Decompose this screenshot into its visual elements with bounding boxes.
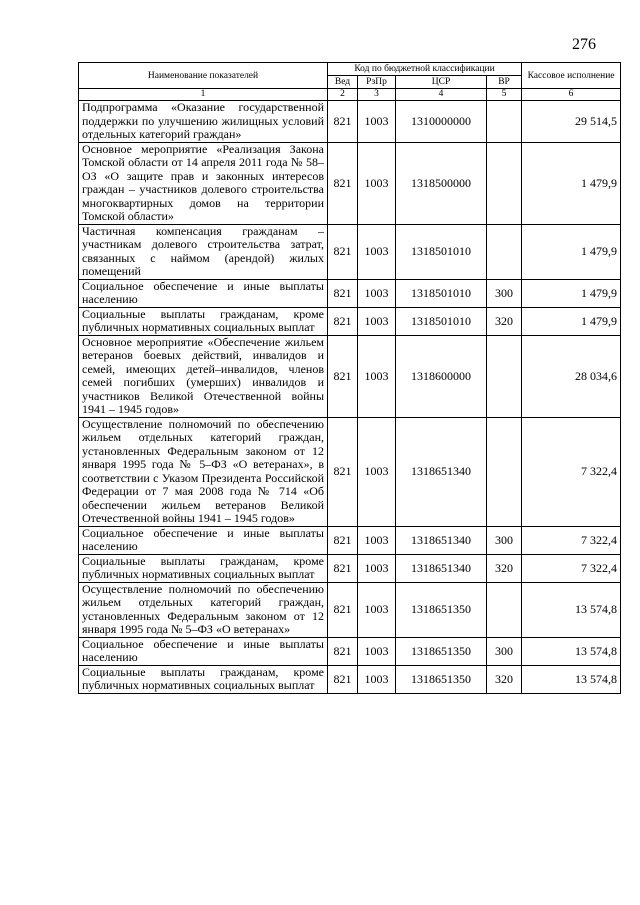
indicator-name: Социальное обеспечение и иные выплаты населению	[79, 526, 328, 554]
ved-code: 821	[328, 665, 358, 693]
cash-execution-amount: 7 322,4	[522, 526, 621, 554]
table-row	[79, 307, 621, 335]
csr-code: 1318501010	[396, 279, 487, 307]
rzpr-code: 1003	[358, 307, 396, 335]
rzpr-code: 1003	[358, 554, 396, 582]
csr-code: 1318651340	[396, 417, 487, 526]
vr-code: 320	[487, 554, 522, 582]
header-code-group: Код по бюджетной классификации	[328, 63, 522, 76]
indicator-name: Осуществление полномочий по обеспечению жильем отдельных категорий граждан, установленных Федеральным законом от 12 января 1995 года № 5–ФЗ «О ветеранах»	[79, 582, 328, 637]
rzpr-code: 1003	[358, 665, 396, 693]
ved-code: 821	[328, 224, 358, 279]
rzpr-code: 1003	[358, 335, 396, 417]
ved-code: 821	[328, 582, 358, 637]
table-row	[79, 554, 621, 582]
rzpr-code: 1003	[358, 526, 396, 554]
indicator-name: Основное мероприятие «Реализация Закона Томской области от 14 апреля 2011 года № 58–ОЗ «О защите прав и законных интересов граждан – участников долевого строительства многоквартирных домов на территории Томской области»	[79, 142, 328, 224]
table-row	[79, 335, 621, 417]
vr-code: 320	[487, 665, 522, 693]
vr-code: 300	[487, 637, 522, 665]
indicator-name: Социальные выплаты гражданам, кроме публичных нормативных социальных выплат	[79, 665, 328, 693]
ved-code: 821	[328, 637, 358, 665]
vr-code	[487, 142, 522, 224]
indicator-name: Социальное обеспечение и иные выплаты населению	[79, 637, 328, 665]
table-row	[79, 526, 621, 554]
vr-code	[487, 417, 522, 526]
ved-code: 821	[328, 335, 358, 417]
column-number: 4	[396, 89, 487, 101]
header-ved: Вед	[328, 76, 358, 89]
csr-code: 1310000000	[396, 101, 487, 143]
rzpr-code: 1003	[358, 582, 396, 637]
column-number: 3	[358, 89, 396, 101]
cash-execution-amount: 13 574,8	[522, 582, 621, 637]
indicator-name: Подпрограмма «Оказание государственной поддержки по улучшению жилищных условий отдельных категорий граждан»	[79, 101, 328, 143]
table-row	[79, 101, 621, 143]
table-row	[79, 142, 621, 224]
ved-code: 821	[328, 554, 358, 582]
csr-code: 1318651350	[396, 665, 487, 693]
cash-execution-amount: 1 479,9	[522, 142, 621, 224]
rzpr-code: 1003	[358, 279, 396, 307]
rzpr-code: 1003	[358, 101, 396, 143]
csr-code: 1318651350	[396, 637, 487, 665]
ved-code: 821	[328, 526, 358, 554]
ved-code: 821	[328, 279, 358, 307]
table-row	[79, 279, 621, 307]
ved-code: 821	[328, 142, 358, 224]
csr-code: 1318500000	[396, 142, 487, 224]
ved-code: 821	[328, 101, 358, 143]
cash-execution-amount: 1 479,9	[522, 224, 621, 279]
table-row	[79, 582, 621, 637]
vr-code	[487, 101, 522, 143]
header-execution-column: Кассовое исполнение	[522, 63, 621, 89]
column-number-row	[79, 89, 621, 101]
ved-code: 821	[328, 307, 358, 335]
vr-code: 320	[487, 307, 522, 335]
csr-code: 1318501010	[396, 307, 487, 335]
rzpr-code: 1003	[358, 142, 396, 224]
table-body	[79, 101, 621, 694]
csr-code: 1318651340	[396, 526, 487, 554]
column-number: 1	[79, 89, 328, 101]
csr-code: 1318651350	[396, 582, 487, 637]
vr-code	[487, 335, 522, 417]
csr-code: 1318651340	[396, 554, 487, 582]
cash-execution-amount: 1 479,9	[522, 307, 621, 335]
header-rzpr: РзПр	[358, 76, 396, 89]
csr-code: 1318600000	[396, 335, 487, 417]
table-row	[79, 417, 621, 526]
indicator-name: Социальные выплаты гражданам, кроме публичных нормативных социальных выплат	[79, 307, 328, 335]
indicator-name: Осуществление полномочий по обеспечению жильем отдельных категорий граждан, установленных Федеральным законом от 12 января 1995 года № 5–ФЗ «О ветеранах», в соответствии с Указом Президента Российской Федерации от 7 мая 2008 года № 714 «Об обеспечении жильем ветеранов Великой Отечественной войны 1941 – 1945 годов»	[79, 417, 328, 526]
indicator-name: Социальное обеспечение и иные выплаты населению	[79, 279, 328, 307]
cash-execution-amount: 1 479,9	[522, 279, 621, 307]
table-row	[79, 224, 621, 279]
cash-execution-amount: 7 322,4	[522, 417, 621, 526]
vr-code: 300	[487, 526, 522, 554]
indicator-name: Основное мероприятие «Обеспечение жильем ветеранов боевых действий, инвалидов и семей, имеющих детей–инвалидов, членов семей погибших (умерших) инвалидов и участников Великой Отечественной войны 1941 – 1945 годов»	[79, 335, 328, 417]
vr-code	[487, 582, 522, 637]
vr-code	[487, 224, 522, 279]
cash-execution-amount: 7 322,4	[522, 554, 621, 582]
cash-execution-amount: 29 514,5	[522, 101, 621, 143]
ved-code: 821	[328, 417, 358, 526]
column-number: 6	[522, 89, 621, 101]
rzpr-code: 1003	[358, 224, 396, 279]
header-csr: ЦСР	[396, 76, 487, 89]
table-row	[79, 665, 621, 693]
page-number: 276	[572, 36, 596, 53]
cash-execution-amount: 13 574,8	[522, 665, 621, 693]
rzpr-code: 1003	[358, 417, 396, 526]
table-row	[79, 637, 621, 665]
rzpr-code: 1003	[358, 637, 396, 665]
cash-execution-amount: 28 034,6	[522, 335, 621, 417]
header-name-column: Наименование показателей	[79, 63, 328, 89]
csr-code: 1318501010	[396, 224, 487, 279]
cash-execution-amount: 13 574,8	[522, 637, 621, 665]
indicator-name: Частичная компенсация гражданам – участникам долевого строительства затрат, связанных с наймом (арендой) жилых помещений	[79, 224, 328, 279]
vr-code: 300	[487, 279, 522, 307]
column-number: 2	[328, 89, 358, 101]
column-number: 5	[487, 89, 522, 101]
header-vr: ВР	[487, 76, 522, 89]
budget-execution-table	[78, 62, 621, 694]
indicator-name: Социальные выплаты гражданам, кроме публичных нормативных социальных выплат	[79, 554, 328, 582]
